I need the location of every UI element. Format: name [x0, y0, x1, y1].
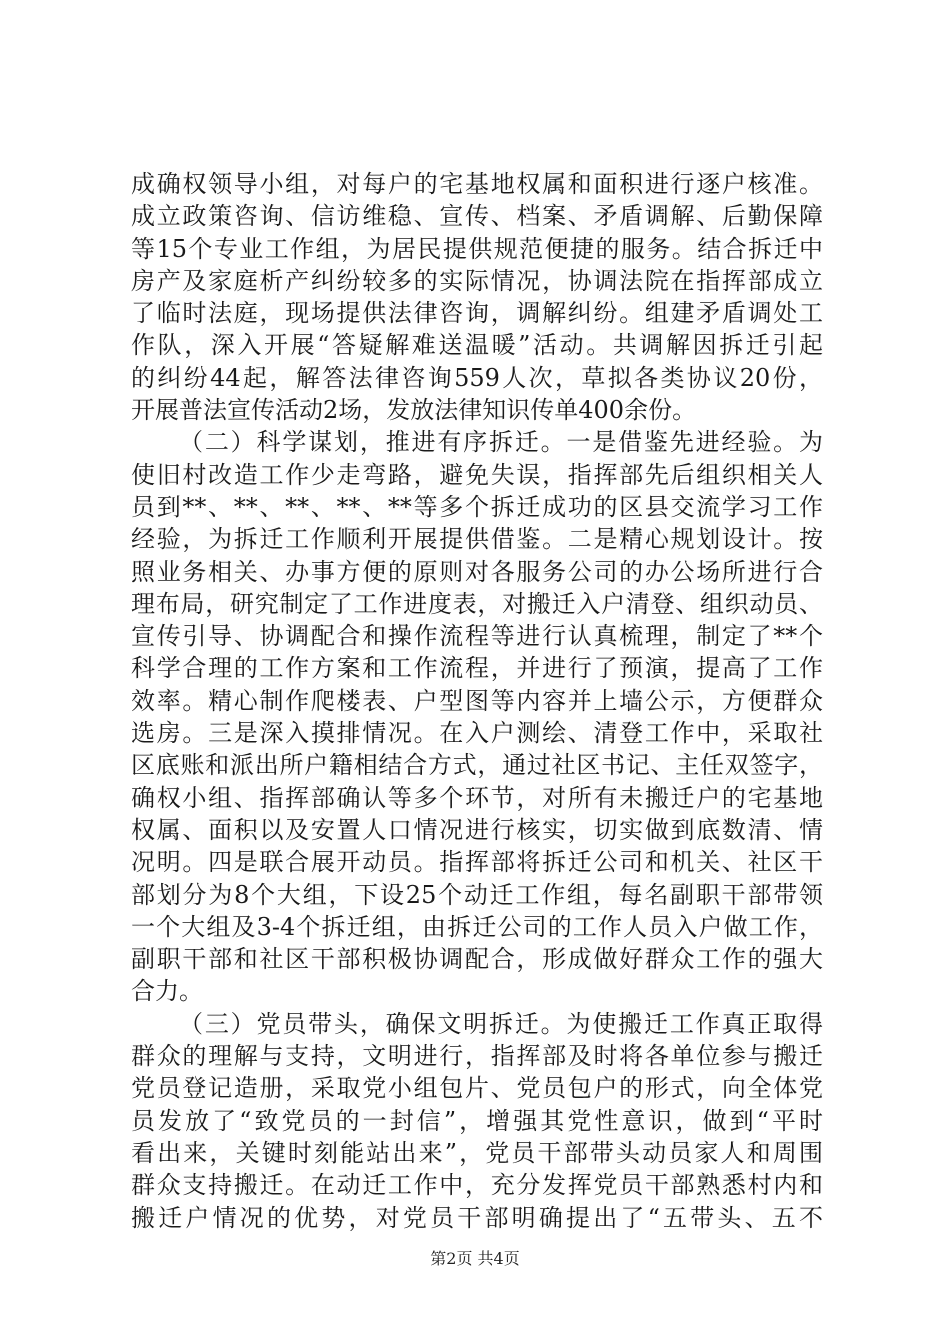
page-number-footer: 第2页 共4页	[430, 1249, 520, 1268]
text-line: 宣传引导、协调配合和操作流程等进行认真梳理，制定了**个	[131, 622, 823, 651]
text-line: 照业务相关、办事方便的原则对各服务公司的办公场所进行合	[131, 557, 823, 586]
text-line: 副职干部和社区干部积极协调配合，形成做好群众工作的强大	[131, 945, 823, 974]
text-line: 况明。四是联合展开动员。指挥部将拆迁公司和机关、社区干	[131, 848, 823, 877]
text-line: 选房。三是深入摸排情况。在入户测绘、清登工作中，采取社	[131, 719, 823, 748]
text-line: 员发放了“致党员的一封信”，增强其党性意识，做到“平时	[131, 1106, 823, 1135]
text-line: 群众支持搬迁。在动迁工作中，充分发挥党员干部熟悉村内和	[131, 1171, 823, 1200]
text-line: 群众的理解与支持，文明进行，指挥部及时将各单位参与搬迁	[131, 1042, 823, 1071]
section-heading-line: （二）科学谋划，推进有序拆迁。一是借鉴先进经验。为	[179, 428, 823, 457]
text-line: 了临时法庭，现场提供法律咨询，调解纠纷。组建矛盾调处工	[131, 299, 823, 328]
text-line: 确权小组、指挥部确认等多个环节，对所有未搬迁户的宅基地	[131, 783, 823, 812]
text-line: 的纠纷44起，解答法律咨询559人次，草拟各类协议20份，	[131, 363, 823, 392]
text-line: 员到**、**、**、**、**等多个拆迁成功的区县交流学习工作	[131, 492, 823, 521]
text-line: 效率。精心制作爬楼表、户型图等内容并上墙公示，方便群众	[131, 686, 823, 715]
text-line: 权属、面积以及安置人口情况进行核实，切实做到底数清、情	[131, 815, 823, 844]
text-line: 合力。	[131, 977, 203, 1006]
text-line: 区底账和派出所户籍相结合方式，通过社区书记、主任双签字，	[131, 751, 823, 780]
text-line: 作队，深入开展“答疑解难送温暖”活动。共调解因拆迁引起	[131, 331, 823, 360]
section-heading-line: （三）党员带头，确保文明拆迁。为使搬迁工作真正取得	[179, 1009, 823, 1038]
text-line: 房产及家庭析产纠纷较多的实际情况，协调法院在指挥部成立	[131, 266, 823, 295]
text-line: 开展普法宣传活动2场，发放法律知识传单400余份。	[131, 396, 697, 425]
text-line: 成立政策咨询、信访维稳、宣传、档案、矛盾调解、后勤保障	[131, 202, 823, 231]
text-line: 理布局，研究制定了工作进度表，对搬迁入户清登、组织动员、	[131, 589, 823, 618]
text-line: 部划分为8个大组，下设25个动迁工作组，每名副职干部带领	[131, 880, 823, 909]
text-line: 成确权领导小组，对每户的宅基地权属和面积进行逐户核准。	[131, 170, 823, 198]
text-line: 一个大组及3-4个拆迁组，由拆迁公司的工作人员入户做工作，	[131, 912, 823, 941]
text-line: 等15个专业工作组，为居民提供规范便捷的服务。结合拆迁中	[131, 234, 823, 263]
text-line: 使旧村改造工作少走弯路，避免失误，指挥部先后组织相关人	[131, 460, 823, 489]
text-line: 搬迁户情况的优势，对党员干部明确提出了“五带头、五不	[131, 1203, 823, 1232]
text-line: 党员登记造册，采取党小组包片、党员包户的形式，向全体党	[131, 1074, 823, 1103]
text-line: 经验，为拆迁工作顺利开展提供借鉴。二是精心规划设计。按	[131, 525, 823, 554]
text-line: 科学合理的工作方案和工作流程，并进行了预演，提高了工作	[131, 654, 823, 683]
text-line: 看出来，关键时刻能站出来”，党员干部带头动员家人和周围	[131, 1138, 823, 1167]
document-body	[131, 168, 823, 1234]
